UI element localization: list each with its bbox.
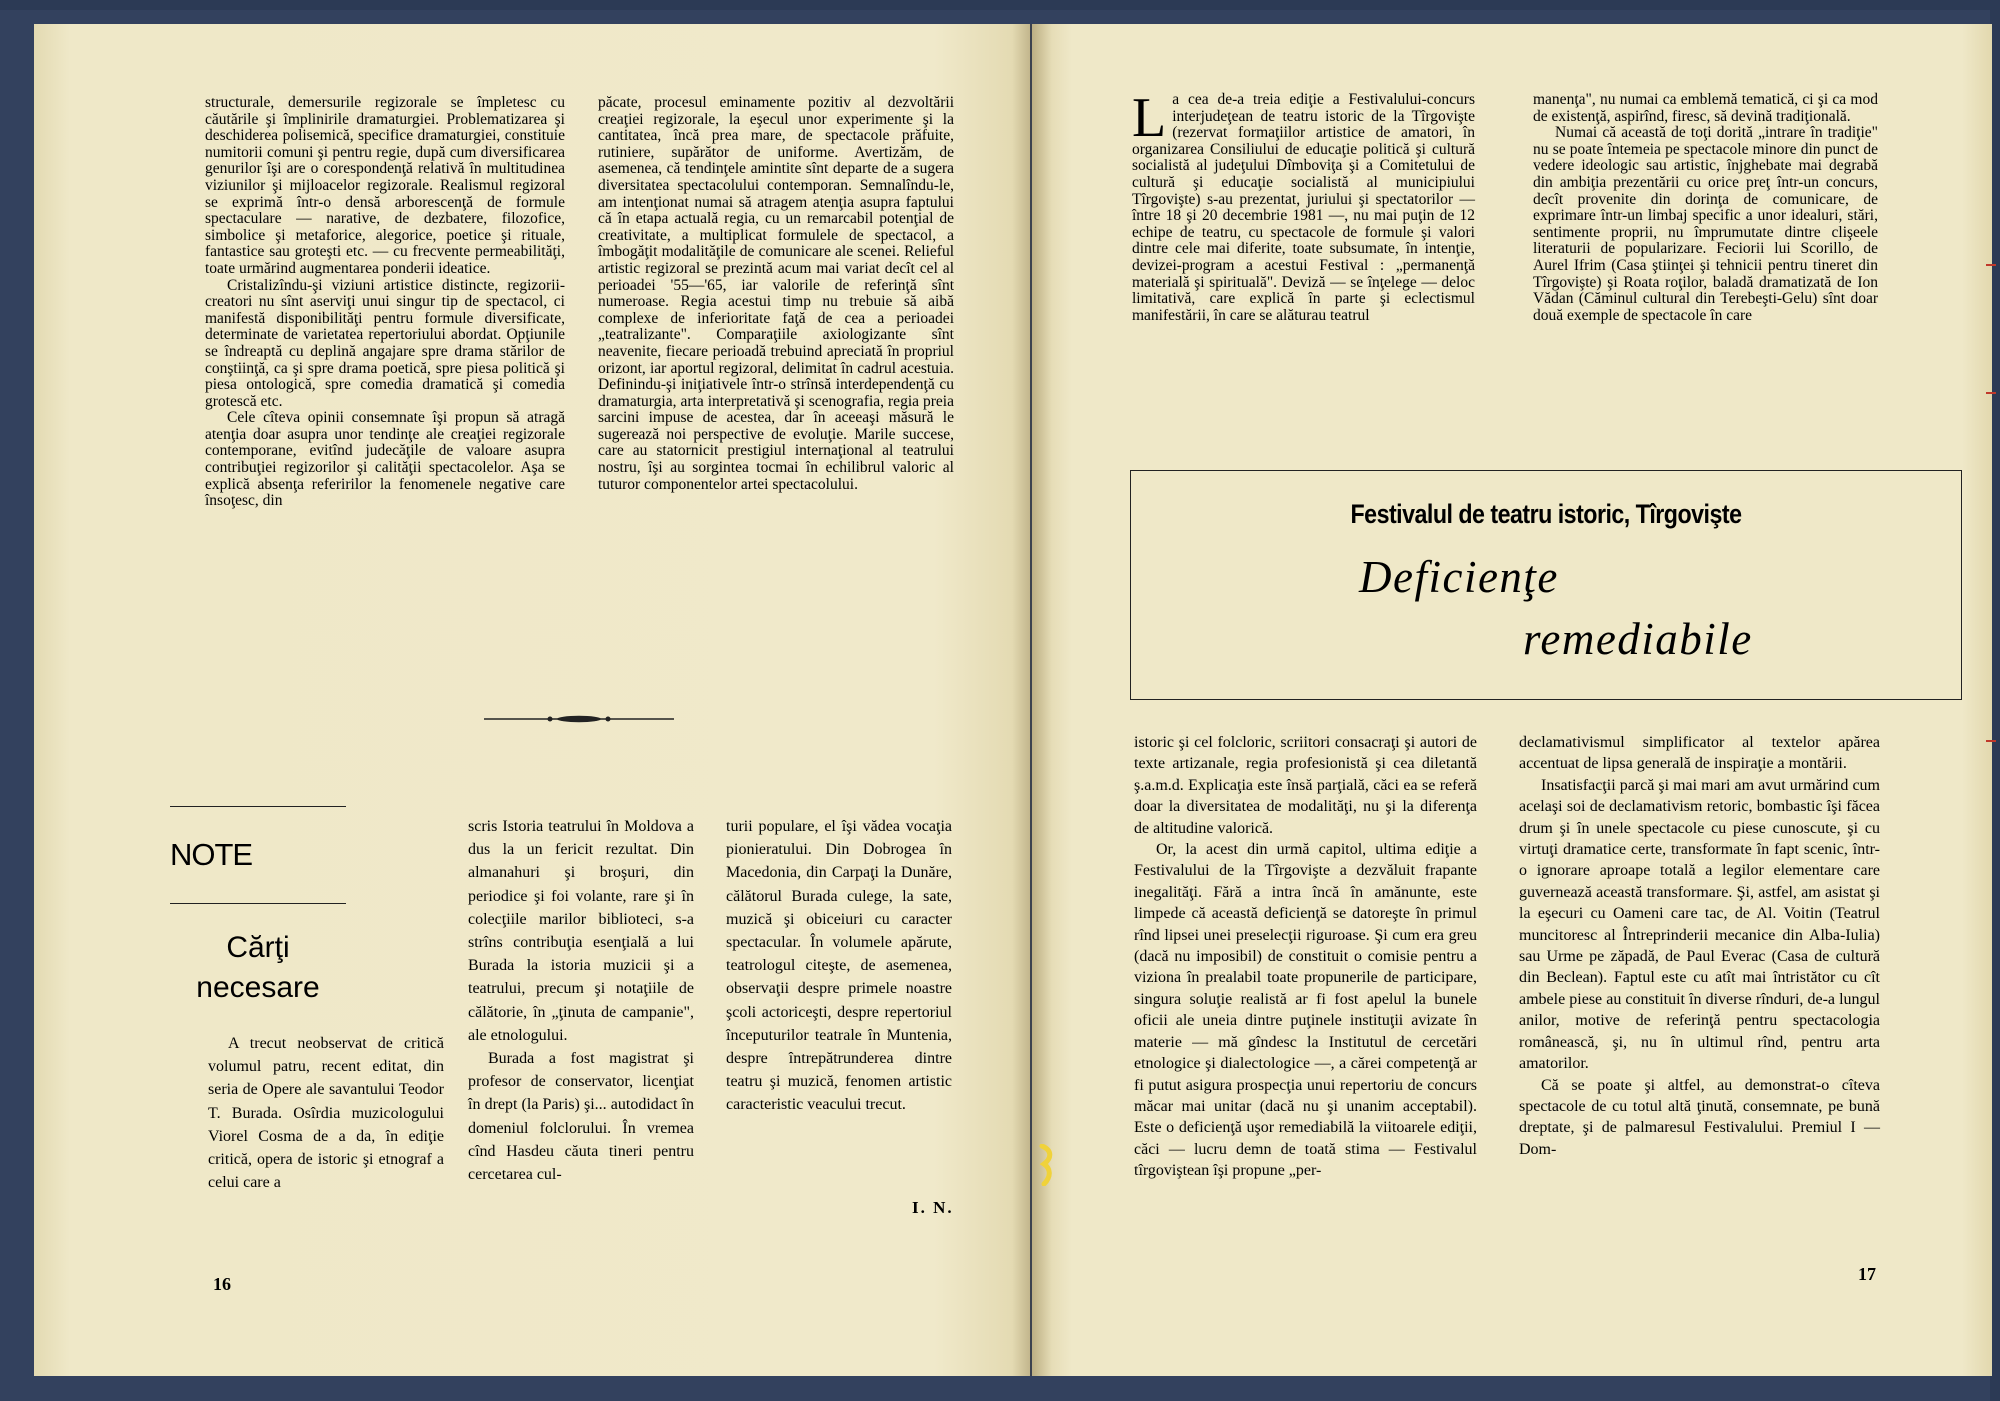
article-title-box: [1130, 470, 1962, 700]
note-title-line-2: necesare: [196, 971, 320, 1004]
paragraph: Că se poate şi altfel, au demonstrat-o cîteva spectacole de cu totul altă ţinută, consemnate, pe bună dreptate, şi de palmaresul Festivalului. Premiul I — Dom-: [1519, 1076, 1880, 1158]
note-col-3: [726, 815, 952, 1117]
ornament-divider: [484, 712, 674, 726]
paragraph: păcate, procesul eminamente pozitiv al dezvoltării creaţiei regizorale, la eşecul unor experimente şi la cantitatea, încă prea mare, de spectacole prăfuite, rutiniere, supărător de uniforme. Avertizăm, de asemenea, că tendinţele amintite sînt departe de a sugera diversitatea spectacolului contemporan. Semnalîndu-le, am intenţionat numai să atragem atenţia asupra faptului că în etapa actuală regia, cu un remarcabil potenţial de creativitate, a multiplicat formulele de spectacol, a îmbogăţit modalităţile de comunicare ale scenei. Relieful artistic regizoral se prezintă acum mai variat decît cel al perioadei '55—'65, iar valorile de referinţă sînt numeroase. Regia acestui timp nu trebuie să aibă complexe de inferioritate faţă de cea a perioadei „teatralizante". Comparaţiile axiologizante sînt neavenite, fiecare perioadă trebuind apreciată în propriul orizont, iar aportul regizoral, delimitat în cadrul acestuia. Definindu-şi iniţiativele într-o strînsă interdependenţă cu dramaturgia, arta interpretativă şi scenografia, regia preia sarcini impuse de acestea, dar în aceeaşi măsură le sugerează noi perspective de evoluţie. Marile succese, care au statornicit prestigiul internaţional al teatrului nostru, îşi au sorgintea tocmai în echilibrul valoric al tuturor componentelor artei spectacolului.: [598, 94, 954, 493]
paragraph: istoric şi cel folcloric, scriitori consacraţi şi autori de texte artizanale, regia profesionistă şi cea diletantă ş.a.m.d. Explicaţia este însă parţială, căci ea se referă doar la diversitatea de modalităţi, nu şi la diferenţa de altitudine valorică.: [1134, 734, 1477, 837]
paragraph: Numai că această de toţi dorită „intrare în tradiţie" nu se poate întemeia pe spectacole minore din punct de vedere ideologic sau artistic, înjghebate mai degrabă din ambiţia prezentării cu orice preţ într-un concurs, decît provenite din dorinţa de comunicare, de exprimare într-un limbaj specific a unor idealuri, stări, sentimente proprii, nu împrumutate dintre clişeele literaturii de popularizare. Feciorii lui Scorillo, de Aurel Ifrim (Casa ştiinţei şi tehnicii pentru tineret din Tîrgovişte) şi Roata roţilor, baladă dramatizată de Ion Vădan (Căminul cultural din Terebeşti-Gelu) sînt doar două exemple de spectacole în care: [1533, 124, 1878, 324]
note-col-1: [208, 1032, 444, 1194]
article-title-line-2: remediabile: [1523, 614, 1753, 664]
paragraph: scris Istoria teatrului în Moldova a dus la un fericit rezultat. Din almanahuri şi broşuri, din periodice şi foi volante, rare şi în colecţiile marilor biblioteci, s-a strîns contribuţia esenţială a lui Burada la istoria muzicii şi a teatrului, precum şi notaţiile de călătorie, în „ţinuta de campanie", ale etnologului.: [468, 818, 694, 1044]
note-title: [170, 928, 346, 1008]
note-title-line-1: Cărţi: [226, 931, 290, 964]
paragraph: Cristalizîndu-şi viziuni artistice distincte, regizorii-creatori nu sînt aserviţi unui singur tip de spectacol, ci manifestă disponibilităţi pentru formule diversificate, determinate de varietatea repertoriului abordat. Opţiunile se îndreaptă cu deplină angajare spre drama stărilor de conştiinţă, ca şi spre drama poetică, spre piesa politică şi piesa ontologică, spre comedia dramatică şi comedia grotescă etc.: [205, 276, 565, 410]
right-bottom-col-1: [1134, 732, 1477, 1182]
side-mark: [1986, 740, 1996, 742]
paragraph: manenţa", nu numai ca emblemă tematică, ci şi ca mod de existenţă, aspirînd, firesc, să devină tradiţională.: [1533, 91, 1878, 125]
note-heading: NOTE: [170, 806, 346, 904]
right-top-col-2: [1533, 92, 1878, 324]
article-supertitle: Festivalul de teatru istoric, Tîrgovişte: [1350, 499, 1742, 529]
page-number-left: 16: [213, 1274, 231, 1294]
paragraph: A trecut neobservat de critică volumul patru, recent editat, din seria de Opere ale savantului Teodor T. Burada. Osîrdia muzicologului Viorel Cosma de a da, în ediţie critică, opera de istoric şi etnograf a celui care a: [208, 1035, 444, 1192]
right-bottom-col-2: [1519, 732, 1880, 1160]
right-top-col-1: [1132, 87, 1475, 324]
paragraph: La cea de-a treia ediţie a Festivalului-concurs interjudeţean de teatru istoric de la Tîrgovişte (rezervat formaţiilor artistice de amatori, în organizarea Consiliului de educaţie politică şi cultură socialistă al judeţului Dîmboviţa şi a Comitetului de cultură şi educaţie socialistă al municipiului Tîrgovişte) s-au prezentat, juriului şi spectatorilor — între 18 şi 20 decembrie 1981 —, nu mai puţin de 12 echipe de teatru, cu spectacole de formule şi valori dintre cele mai diferite, toate subsumate, în intenţie, devizei-program a acestui Festival : „permanenţă materială şi spirituală". Deviză — se înţelege — deloc limitativă, care explică în parte şi eclectismul manifestării, în care se alăturau teatrul: [1132, 87, 1475, 324]
yellow-tab-mark: [1036, 1144, 1058, 1186]
paragraph: Or, la acest din urmă capitol, ultima ediţie a Festivalului de la Tîrgovişte a dezvăluit frapante inegalităţi. Fără a intra încă în amănunte, este limpede că această deficienţă se datoreşte în primul rînd lipsei unei preselecţii riguroase. Şi cum era greu (dacă nu imposibil) de constituit o comisie pentru a viziona în prealabil toate propunerile de participare, singura soluţie realistă ar fi fost apelul la bunele oficii ale uneia dintre puţinele instituţii avizate în materie — mă gîndesc la Institutul de cercetări etnologice şi dialectologice —, a cărei competenţă ar fi putut asigura prospecţia unui repertoriu de concurs măcar mai unitar (dacă nu şi unanim acceptabil). Este o deficienţă uşor remediabilă la viitoarele ediţii, căci — lucru demn de toată stima — Festivalul tîrgoviştean îşi propune „per-: [1134, 841, 1477, 1180]
left-col-2: [598, 95, 954, 493]
left-col-1: [205, 95, 565, 510]
paragraph: Cele cîteva opinii consemnate îşi propun să atragă atenţia doar asupra unor tendinţe ale creaţiei regizorale contemporane, evitînd judecăţile de valoare asupra contribuţiei regizorilor şi calităţii spectacolelor. Aşa se explică absenţa referirilor la fenomenele negative care însoţesc, din: [205, 409, 565, 510]
signature: I. N.: [912, 1198, 954, 1217]
paragraph: declamativismul simplificator al textelor apărea accentuat de lipsa generală de inspiraţie a montării.: [1519, 734, 1880, 773]
paragraph: structurale, demersurile regizorale se împletesc cu căutările şi împlinirile dramaturgiei. Problematizarea şi deschiderea polisemică, specifice dramaturgiei, constituie numitorii comuni şi pentru regie, după cum diversificarea genurilor îşi are o corespondenţă relativă în multitudinea viziunilor şi mijloacelor regizorale. Realismul regizoral se exprimă într-o densă arborescenţă de formule spectaculare — narative, de dezbatere, filozofice, simbolice şi metaforice, alegorice, poetice şi rituale, fantastice sau groteşti etc. — cu frecvente permeabilităţi, toate urmărind augmentarea ponderii ideatice.: [205, 94, 565, 277]
side-mark: [1986, 392, 1996, 394]
paragraph: Insatisfacţii parcă şi mai mari am avut urmărind cum acelaşi soi de declamativism retoric, bombastic îşi făcea drum şi în unele spectacole cu piese cunoscute, şi cu virtuţi dramatice certe, transformate în fapt scenic, într-o ignorare aproape totală a legilor elementare care guvernează această transformare. Şi, astfel, am asistat şi la eşecuri cu Oameni care tac, de Al. Voitin (Teatrul muncitoresc al Întreprinderii mecanice din Alba-Iulia) sau Urme pe zăpadă, de Paul Everac (Casa de cultură din Beclean). Faptul este cu atît mai întristător cu cît ambele piese au constituit în diverse rînduri, de-a lungul anilor, motive de referinţă pentru spectacologia românească, şi, nu în ultimul rînd, pentru arta amatorilor.: [1519, 776, 1880, 1073]
drop-cap: L: [1132, 87, 1167, 149]
paragraph: turii populare, el îşi vădea vocaţia pionieratului. Din Dobrogea în Macedonia, din Carpaţi la Dunăre, călătorul Burada culege, la sate, muzică şi obiceiuri cu caracter spectacular. În volumele apărute, teatrologul citeşte, de asemenea, observaţii despre primele noastre şcoli actoriceşti, despre repertoriul începuturilor teatrale în Muntenia, despre întrepătrunderea dintre teatru şi muzică, fenomen artistic caracteristic veacului trecut.: [726, 818, 952, 1114]
side-mark: [1986, 264, 1996, 266]
note-col-2: [468, 815, 694, 1186]
paragraph: Burada a fost magistrat şi profesor de conservator, licenţiat în drept (la Paris) şi... autodidact în domeniul folclorului. În vremea cînd Hasdeu căuta tineri pentru cercetarea cul-: [468, 1050, 694, 1184]
article-title-line-1: Deficienţe: [1359, 552, 1559, 602]
page-number-right: 17: [1858, 1264, 1876, 1284]
